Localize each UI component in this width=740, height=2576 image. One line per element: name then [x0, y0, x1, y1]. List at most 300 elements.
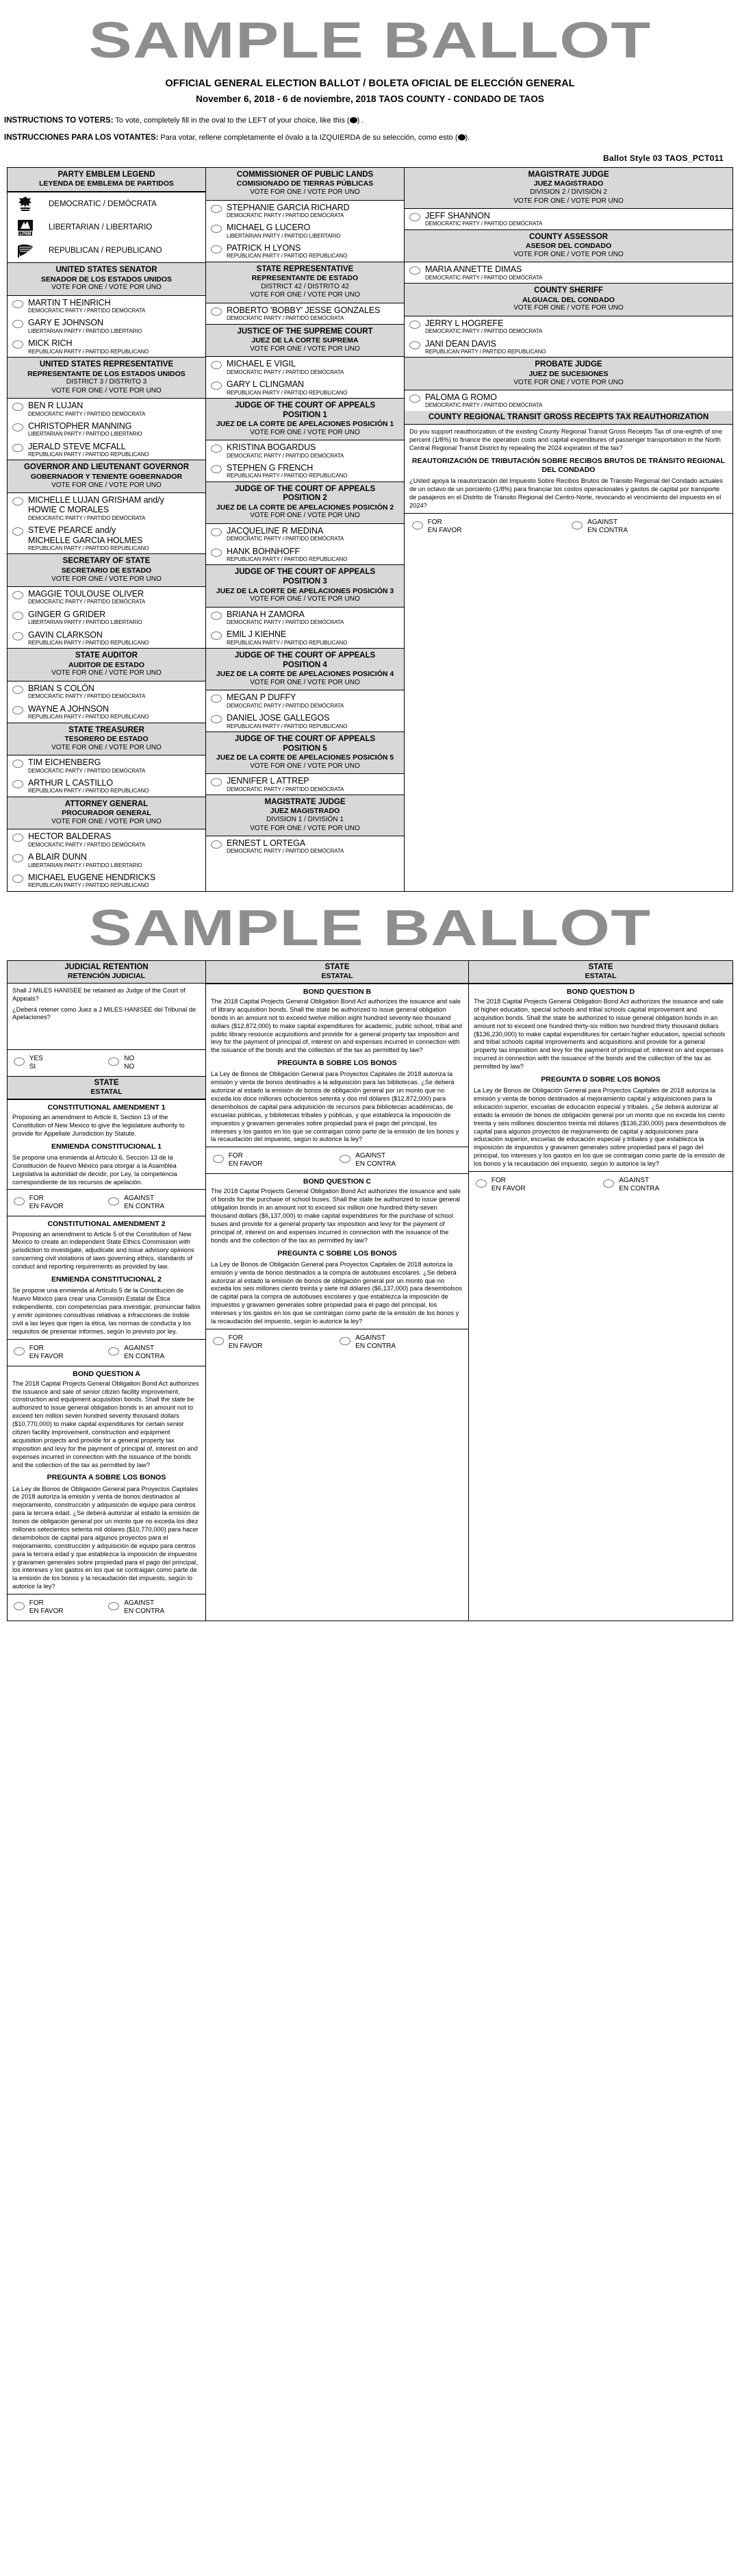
instructions-spanish-tail: ). — [465, 133, 470, 142]
measure-choices — [206, 1329, 468, 1355]
oval-icon[interactable] — [14, 1347, 25, 1355]
candidate-option[interactable] — [206, 221, 404, 241]
watermark-top — [0, 0, 740, 73]
contest-header — [206, 565, 404, 607]
candidate-option[interactable] — [206, 774, 404, 795]
oval-icon[interactable] — [409, 213, 420, 221]
judicial-retention-header — [8, 961, 205, 984]
candidate-party: REPUBLICAN PARTY / PARTIDO REPUBLICANO — [227, 556, 348, 563]
oval-icon[interactable] — [12, 320, 23, 328]
candidate-party: DEMOCRATIC PARTY / PARTIDO DEMÓCRATA — [425, 221, 543, 227]
judicial-retention-no-option[interactable] — [108, 1055, 199, 1071]
candidate-text — [28, 401, 203, 418]
candidate-option[interactable] — [8, 681, 205, 702]
county-measure-for-option[interactable] — [412, 518, 565, 535]
contest-vote-for: VOTE FOR ONE / VOTE POR UNO — [51, 669, 162, 677]
measure-against-option[interactable] — [108, 1195, 199, 1211]
oval-icon[interactable] — [213, 1337, 224, 1345]
candidate-text — [227, 838, 401, 855]
oval-icon[interactable] — [12, 340, 23, 349]
candidate-party: LIBERTARIAN PARTY / PARTIDO LIBERTARIO — [227, 232, 341, 239]
oval-icon[interactable] — [12, 760, 23, 768]
contest-vote-for: VOTE FOR ONE / VOTE POR UNO — [250, 512, 360, 520]
measure-for-option[interactable] — [476, 1177, 598, 1193]
candidate-option[interactable] — [8, 336, 205, 357]
candidate-option[interactable] — [206, 608, 404, 628]
contest-block — [206, 325, 404, 399]
contest-vote-for: VOTE FOR ONE / VOTE POR UNO — [51, 481, 162, 489]
oval-icon[interactable] — [211, 840, 222, 849]
candidate-option[interactable] — [8, 776, 205, 797]
candidate-option[interactable] — [8, 523, 205, 553]
oval-icon[interactable] — [211, 695, 222, 703]
candidate-option[interactable] — [206, 440, 404, 461]
oval-icon[interactable] — [12, 706, 23, 714]
oval-icon[interactable] — [211, 445, 222, 453]
contest-position: POSITION 2 — [283, 494, 327, 503]
oval-icon[interactable] — [603, 1179, 614, 1188]
candidate-name: JACQUELINE R MEDINA — [227, 525, 324, 536]
candidate-option[interactable] — [8, 829, 205, 850]
contest-vote-for: VOTE FOR ONE / VOTE POR UNO — [51, 575, 162, 583]
contest-header — [206, 325, 404, 358]
oval-icon[interactable] — [12, 875, 23, 883]
oval-icon[interactable] — [211, 382, 222, 390]
measure-text-es: Se propone una enmienda al Artículo 5 de la Constitución de Nuevo México para crear una Comisión Estatal de Ética independiente, con competencias para investigar, pronunciar fallos y emitir opiniones consultivas relativas a infracciones de índole civil a las leyes que rigen la ética, las normas de conducta y los requisitos de presentar informes, según lo previsto por ley. — [12, 1287, 201, 1335]
measure-against-option[interactable] — [603, 1177, 726, 1193]
contest-district: DISTRICT 3 / DISTRITO 3 — [66, 378, 147, 386]
measure-title-es: PREGUNTA C SOBRE LOS BONOS — [277, 1249, 397, 1258]
candidate-option[interactable] — [8, 608, 205, 628]
measure-against-label: AGAINST EN CONTRA — [355, 1152, 396, 1168]
candidate-text — [28, 442, 203, 459]
page-subtitle: November 6, 2018 - 6 de noviembre, 2018 TAOS COUNTY - CONDADO DE TAOS — [196, 94, 544, 104]
candidate-option[interactable] — [8, 755, 205, 776]
measure-block — [8, 1100, 205, 1216]
candidate-text — [425, 339, 730, 356]
candidate-option[interactable] — [206, 627, 404, 648]
legend-label-libertarian: LIBERTARIAN / LIBERTARIO — [49, 223, 153, 232]
measure-against-option[interactable] — [108, 1599, 199, 1616]
candidate-text — [28, 318, 203, 335]
measure-for-option[interactable] — [213, 1152, 335, 1168]
measure-text-en: The 2018 Capital Projects General Obligation Bond Act authorizes the issuance and sale of bonds for the purchase of school buses. Shall the state be authorized to issue general obligation bonds in an amount not to exceed six million one hundred thirty-seven thousand dollars ($6,137,000) to make capital expenditures for the purchase of school buses and provide for a general property tax imposition and levy for the payment of principal of, interest on and expenses incurred in connection with the issuance of the bonds and the collection of the tax as permitted by law? — [211, 1188, 461, 1244]
oval-icon[interactable] — [211, 245, 222, 253]
candidate-option[interactable] — [206, 836, 404, 857]
legend-row-republican — [8, 239, 205, 262]
oval-icon[interactable] — [12, 854, 23, 862]
county-measure-choices — [405, 513, 732, 540]
measure-for-option[interactable] — [213, 1334, 335, 1351]
oval-icon[interactable] — [108, 1058, 119, 1066]
measure-title: BOND QUESTION D — [566, 987, 635, 996]
measure-body — [8, 1216, 205, 1338]
candidate-party: DEMOCRATIC PARTY / PARTIDO DEMÓCRATA — [227, 452, 344, 459]
state-bar-middle-header — [206, 961, 468, 984]
state-measures-middle — [206, 984, 468, 1355]
measure-for-label: FOR EN FAVOR — [29, 1599, 64, 1616]
oval-icon[interactable] — [340, 1155, 350, 1163]
contest-title-es: COMISIONADO DE TIERRAS PÚBLICAS — [236, 179, 374, 188]
oval-icon[interactable] — [108, 1602, 119, 1610]
measure-text-en: The 2018 Capital Projects General Obligation Bond Act authorizes the issuance and sale of library acquisition bonds. Shall the state be authorized to issue general obligation bonds in an amount not to exceed twelve million eight hundred seventy-two thousand dollars ($12,872,000) to make capital expenditures for academic, public school, tribal and public library resource acquisitions and provide for a general property tax imposition and levy for the payment of principal of, interest on and expenses incurred in connection with the issuance of the bonds and the collection of the tax as permitted by law? — [211, 997, 462, 1054]
contest-title: JUDGE OF THE COURT OF APPEALS — [234, 401, 376, 410]
contest-position: POSITION 1 — [283, 410, 327, 419]
candidate-name: MICHAEL G LUCERO — [227, 223, 311, 233]
oval-icon[interactable] — [409, 341, 420, 349]
contest-title-es: TESORERO DE ESTADO — [64, 735, 149, 744]
candidate-option[interactable] — [8, 440, 205, 460]
legend-label-republican: REPUBLICAN / REPUBLICANO — [49, 247, 162, 255]
measure-for-label: FOR EN FAVOR — [228, 1152, 263, 1168]
candidate-party: DEMOCRATIC PARTY / PARTIDO DEMÓCRATA — [28, 693, 146, 700]
candidate-party: DEMOCRATIC PARTY / PARTIDO DEMÓCRATA — [425, 274, 543, 281]
oval-icon[interactable] — [12, 780, 23, 788]
contest-vote-for: VOTE FOR ONE / VOTE POR UNO — [250, 678, 360, 686]
candidate-name: JANI DEAN DAVIS — [425, 338, 496, 349]
oval-icon[interactable] — [213, 1155, 224, 1163]
candidate-name: STEPHEN G FRENCH — [227, 462, 314, 473]
contest-vote-for: VOTE FOR ONE / VOTE POR UNO — [513, 250, 624, 258]
measure-text-es: Se propone una enmienda al Artículo 6, Sección 13 de la Constitución de Nuevo México para otorgar a la Asamblea Legislativa la autoridad de decidir, por Ley, la competencia correspondiente de los recursos de apelación. — [12, 1153, 177, 1186]
oval-icon[interactable] — [211, 778, 222, 786]
state-bar-right — [469, 961, 732, 984]
candidate-party: LIBERTARIAN PARTY / PARTIDO LIBERTARIO — [28, 862, 142, 868]
oval-icon[interactable] — [12, 632, 23, 640]
candidate-option[interactable] — [8, 850, 205, 871]
judicial-retention-block — [8, 961, 205, 1077]
measure-block — [206, 1174, 468, 1355]
contest-title: JUDGE OF THE COURT OF APPEALS — [234, 484, 376, 493]
candidate-text — [28, 704, 203, 721]
ballot-grid-top — [7, 167, 733, 892]
judicial-retention-yes-option[interactable] — [14, 1055, 105, 1071]
candidate-party: REPUBLICAN PARTY / PARTIDO REPUBLICANO — [227, 723, 348, 729]
candidate-option[interactable] — [405, 262, 732, 283]
candidate-option[interactable] — [206, 690, 404, 711]
oval-icon[interactable] — [211, 225, 222, 233]
candidate-party: LIBERTARIAN PARTY / PARTIDO LIBERTARIO — [28, 619, 142, 626]
candidate-party: REPUBLICAN PARTY / PARTIDO REPUBLICANO — [227, 639, 348, 646]
candidate-option[interactable] — [8, 419, 205, 440]
contest-title-es: JUEZ MAGISTRADO — [270, 807, 340, 816]
candidate-option[interactable] — [206, 303, 404, 324]
measure-body — [469, 984, 732, 1171]
oval-icon[interactable] — [211, 308, 222, 316]
candidate-option[interactable] — [405, 337, 732, 358]
instructions-english-tail: ) . — [357, 116, 364, 125]
measure-against-label: AGAINST EN CONTRA — [124, 1344, 165, 1360]
candidate-name: STEVE PEARCE and/y — [28, 525, 116, 536]
contest-title: MAGISTRATE JUDGE — [264, 797, 346, 806]
candidate-party: DEMOCRATIC PARTY / PARTIDO DEMÓCRATA — [28, 767, 146, 774]
state-bar-middle — [206, 961, 468, 984]
candidate-text — [227, 463, 401, 480]
candidate-name: A BLAIR DUNN — [28, 852, 87, 862]
candidate-name: DANIEL JOSE GALLEGOS — [227, 713, 330, 723]
ballot-column-right — [405, 168, 732, 891]
candidate-option[interactable] — [206, 545, 404, 565]
candidate-option[interactable] — [405, 209, 732, 229]
candidate-name: GINGER G GRIDER — [28, 609, 106, 619]
measure-text-es: La Ley de Bonos de Obligación General para Proyectos Capitales de 2018 autoriza la emisión y venta de bonos destinados a la compra de autobuses escolares. ¿Se deberá autorizar al estado la emisión de bonos de obligación general por un monto que no exceda los seis millones ciento treinta y siete mil dólares ($6,137,000) para desembolsos de capital para la compra de autobuses escolares y que establezca la imposición de impuestos y gravamen generales sobre propiedad para el pago del principal, los intereses y los gastos en los que se contraigan como parte de la emisión de los bonos y la recaudación del impuesto, según lo autorice la ley? — [211, 1260, 462, 1325]
candidate-party: DEMOCRATIC PARTY / PARTIDO DEMÓCRATA — [28, 410, 146, 417]
oval-icon[interactable] — [108, 1347, 119, 1355]
candidate-option[interactable] — [8, 296, 205, 316]
measure-block — [8, 1216, 205, 1366]
oval-icon[interactable] — [412, 521, 423, 529]
candidate-text — [227, 610, 401, 627]
contest-position-es: JUEZ DE LA CORTE DE APELACIONES POSICIÓN 3 — [216, 586, 394, 595]
candidate-option[interactable] — [8, 587, 205, 608]
contest-body — [206, 774, 404, 795]
contests-middle — [206, 168, 404, 857]
candidate-option[interactable] — [206, 201, 404, 221]
contest-block — [8, 797, 205, 891]
contest-vote-for: VOTE FOR ONE / VOTE POR UNO — [250, 762, 360, 770]
oval-icon[interactable] — [12, 444, 23, 452]
contest-title-es: JUEZ MAGISTRADO — [533, 179, 604, 188]
candidate-party: REPUBLICAN PARTY / PARTIDO REPUBLICANO — [28, 348, 149, 355]
contest-block — [405, 230, 732, 284]
candidate-text — [227, 203, 401, 220]
measure-title: BOND QUESTION C — [303, 1177, 372, 1186]
lpnm-icon — [14, 218, 36, 237]
oval-icon[interactable] — [409, 266, 420, 275]
contest-header — [206, 649, 404, 690]
candidate-option[interactable] — [8, 871, 205, 891]
oval-icon[interactable] — [211, 465, 222, 473]
candidate-name: MARTIN T HEINRICH — [28, 297, 111, 308]
measure-text-es: La Ley de Bonos de Obligación General para Proyectos Capitales de 2018 autoriza la emisión y venta de bonos destinados a la adquisición para las bibliotecas. ¿Se deberá autorizar al estado la emisión de bonos de obligación general por un monto que no exceda los doce millones ochocientos setenta y dos mil dólares ($12,872,000) para desembolsos de capital para adquisición de recursos para bibliotecas académicas, de escuelas públicas, y bibliotecas tribales y públicas, y que establezca la imposición de impuestos y gravamen generales sobre propiedad para el pago del principal, los intereses y los gastos en los que se contraigan como parte de la emisión de los bonos y la recaudación del impuesto, según lo autorice la ley? — [211, 1071, 459, 1143]
candidate-party: REPUBLICAN PARTY / PARTIDO REPUBLICANO — [28, 451, 149, 458]
contest-vote-for: VOTE FOR ONE / VOTE POR UNO — [513, 304, 624, 312]
county-measure-title: COUNTY REGIONAL TRANSIT GROSS RECEIPTS TAX REAUTHORIZATION — [428, 412, 709, 421]
candidate-text — [227, 223, 401, 240]
oval-icon[interactable] — [12, 591, 23, 599]
measure-for-option[interactable] — [14, 1599, 105, 1616]
contest-block — [206, 732, 404, 795]
contest-title-es: REPRESENTANTE DE LOS ESTADOS UNIDOS — [27, 369, 186, 378]
contest-body — [8, 296, 205, 357]
candidate-option[interactable] — [8, 399, 205, 419]
contest-block — [206, 262, 404, 325]
candidate-text — [227, 526, 401, 543]
oval-icon[interactable] — [572, 521, 583, 529]
candidate-text — [28, 758, 203, 775]
instructions-english-label: INSTRUCTIONS TO VOTERS: — [4, 116, 114, 125]
contest-body — [8, 681, 205, 723]
measure-for-option[interactable] — [14, 1195, 105, 1211]
contest-position-es: JUEZ DE LA CORTE DE APELACIONES POSICIÓN 4 — [216, 670, 394, 679]
page-title: OFFICIAL GENERAL ELECTION BALLOT / BOLETA OFICIAL DE ELECCIÓN GENERAL — [165, 78, 575, 89]
candidate-name: JEFF SHANNON — [425, 211, 490, 221]
judicial-retention-text-es: ¿Deberá retener como Juez a J MILES HANISEE del Tribunal de Apelaciones? — [12, 1005, 196, 1021]
candidate-party: DEMOCRATIC PARTY / PARTIDO DEMÓCRATA — [227, 619, 344, 626]
candidate-text — [28, 630, 203, 647]
contest-title-es: ASESOR DEL CONDADO — [525, 242, 612, 251]
judicial-retention-yes-label: YES SI — [29, 1054, 43, 1071]
contest-vote-for: VOTE FOR ONE / VOTE POR UNO — [250, 824, 360, 832]
county-measure-against-option[interactable] — [572, 518, 725, 535]
instructions-spanish-text: Para votar, rellene completamente el óvalo a la IZQUIERDA de su selección, como esto ( — [160, 133, 458, 142]
candidate-party: DEMOCRATIC PARTY / PARTIDO DEMÓCRATA — [227, 786, 344, 792]
candidate-name: BEN R LUJAN — [28, 401, 84, 411]
candidate-text — [28, 421, 203, 438]
contest-block — [206, 399, 404, 482]
oval-icon[interactable] — [211, 549, 222, 557]
legend-header — [8, 168, 205, 192]
contest-body — [8, 587, 205, 648]
judicial-retention-title: JUDICIAL RETENTION — [64, 962, 149, 971]
oval-icon[interactable] — [211, 715, 222, 723]
judicial-retention-text-en: Shall J MILES HANISEE be retained as Judge of the Court of Appeals? — [12, 986, 186, 1002]
candidate-text — [227, 776, 401, 793]
candidate-name: STEPHANIE GARCIA RICHARD — [227, 202, 350, 212]
state-bar-title-es: ESTATAL — [90, 1088, 123, 1097]
contest-header — [206, 795, 404, 836]
oval-icon[interactable] — [211, 205, 222, 213]
contest-title: JUDGE OF THE COURT OF APPEALS — [234, 734, 376, 743]
contest-header — [8, 797, 205, 830]
candidate-party: DEMOCRATIC PARTY / PARTIDO DEMÓCRATA — [227, 368, 344, 375]
candidate-text — [227, 243, 401, 260]
candidate-text — [28, 852, 203, 869]
candidate-party: DEMOCRATIC PARTY / PARTIDO DEMÓCRATA — [425, 402, 543, 409]
candidate-name: JERRY L HOGREFE — [425, 318, 504, 328]
contest-title: UNITED STATES REPRESENTATIVE — [39, 360, 174, 368]
candidate-text — [227, 359, 401, 376]
contest-header — [8, 263, 205, 296]
contest-block — [405, 284, 732, 358]
candidate-option[interactable] — [405, 316, 732, 337]
contest-header — [206, 399, 404, 440]
candidate-text — [28, 610, 203, 627]
contest-title: GOVERNOR AND LIEUTENANT GOVERNOR — [23, 463, 190, 472]
candidate-party: DEMOCRATIC PARTY / PARTIDO DEMÓCRATA — [227, 315, 344, 322]
contest-title: JUSTICE OF THE SUPREME COURT — [237, 327, 373, 336]
measure-against-option[interactable] — [108, 1345, 199, 1361]
measure-against-option[interactable] — [340, 1152, 461, 1168]
oval-icon[interactable] — [340, 1337, 350, 1345]
contest-position: POSITION 5 — [283, 744, 327, 753]
measure-against-option[interactable] — [340, 1334, 461, 1351]
candidate-option[interactable] — [206, 461, 404, 482]
contest-body — [206, 690, 404, 731]
candidate-option[interactable] — [8, 316, 205, 336]
candidate-option[interactable] — [8, 493, 205, 523]
contest-title-es: SENADOR DE LOS ESTADOS UNIDOS — [40, 275, 173, 284]
candidate-option[interactable] — [206, 241, 404, 262]
contest-title: ATTORNEY GENERAL — [64, 799, 149, 808]
contest-header — [8, 649, 205, 681]
oval-icon[interactable] — [12, 612, 23, 620]
oval-icon[interactable] — [12, 423, 23, 432]
legend-body — [8, 192, 205, 262]
oval-icon[interactable] — [12, 497, 23, 505]
oval-icon[interactable] — [211, 632, 222, 640]
oval-icon[interactable] — [14, 1197, 25, 1205]
oval-icon[interactable] — [12, 527, 23, 536]
candidate-name: MICHELLE LUJAN GRISHAM and/y — [28, 495, 164, 505]
measure-block — [206, 984, 468, 1175]
candidate-text — [227, 305, 401, 323]
candidate-text — [227, 547, 401, 564]
county-measure-against-label: AGAINST EN CONTRA — [587, 518, 628, 534]
oval-icon[interactable] — [409, 395, 420, 403]
contest-vote-for: VOTE FOR ONE / VOTE POR UNO — [250, 345, 360, 353]
oval-icon[interactable] — [211, 361, 222, 369]
oval-icon[interactable] — [12, 834, 23, 842]
candidate-party: REPUBLICAN PARTY / PARTIDO REPUBLICANO — [28, 545, 149, 551]
candidate-option[interactable] — [405, 390, 732, 411]
measures-column-middle — [206, 961, 469, 1621]
judicial-retention-no-label: NO NO — [124, 1054, 135, 1071]
candidate-option[interactable] — [206, 524, 404, 545]
oval-icon[interactable] — [409, 321, 420, 329]
oval-icon[interactable] — [12, 686, 23, 694]
candidate-party: REPUBLICAN PARTY / PARTIDO REPUBLICANO — [227, 253, 348, 260]
oval-icon[interactable] — [12, 403, 23, 411]
oval-icon[interactable] — [476, 1179, 487, 1188]
measure-title-es: ENMIENDA CONSTITUCIONAL 2 — [51, 1275, 162, 1284]
contest-district: DIVISION 2 / DIVISIÓN 2 — [530, 188, 607, 197]
oval-icon[interactable] — [211, 528, 222, 536]
measure-body — [8, 1366, 205, 1595]
county-measure-header — [405, 411, 732, 425]
candidate-option[interactable] — [8, 702, 205, 723]
contest-body — [8, 755, 205, 797]
contest-body — [206, 357, 404, 398]
oval-icon[interactable] — [12, 300, 23, 308]
contest-body — [405, 209, 732, 229]
candidate-party: REPUBLICAN PARTY / PARTIDO REPUBLICANO — [28, 639, 149, 646]
measure-title-es: PREGUNTA D SOBRE LOS BONOS — [541, 1075, 661, 1084]
filled-oval-icon-2 — [458, 134, 465, 140]
candidate-name: TIM EICHENBERG — [28, 758, 101, 768]
oval-icon[interactable] — [14, 1058, 25, 1066]
contest-title-es: GOBERNADOR Y TENIENTE GOBERNADOR — [30, 473, 183, 481]
state-bar-title-es: ESTATAL — [321, 972, 353, 981]
candidate-text — [28, 684, 203, 701]
measure-title: BOND QUESTION A — [73, 1369, 140, 1378]
measure-against-label: AGAINST EN CONTRA — [355, 1334, 396, 1350]
oval-icon[interactable] — [108, 1197, 119, 1205]
contest-title: PROBATE JUDGE — [535, 360, 602, 369]
ballot-style: Ballot Style 03 TAOS_PCT011 — [603, 153, 724, 163]
oval-icon[interactable] — [211, 612, 222, 620]
measure-choices — [8, 1594, 205, 1621]
candidate-option[interactable] — [206, 377, 404, 398]
candidate-option[interactable] — [206, 357, 404, 377]
candidate-option[interactable] — [206, 711, 404, 731]
measure-text-en: Proposing an amendment to Article 5 of the Constitution of New Mexico to create an independent State Ethics Commission with jurisdiction to investigate, adjudicate and issue advisory opinions concerning civil violations of laws governing ethics, standards of conduct and reporting requirements as provided by law. — [12, 1230, 194, 1271]
candidate-text — [425, 392, 730, 410]
measures-column-left — [8, 961, 206, 1621]
contests-right — [405, 168, 732, 411]
contest-block — [8, 460, 205, 554]
measure-for-label: FOR EN FAVOR — [228, 1334, 263, 1350]
contest-body — [8, 399, 205, 460]
measure-for-option[interactable] — [14, 1345, 105, 1361]
contest-position: POSITION 3 — [283, 577, 327, 586]
watermark-text-bottom: SAMPLE BALLOT — [88, 899, 652, 956]
contest-block — [8, 554, 205, 649]
oval-icon[interactable] — [14, 1602, 25, 1610]
candidate-option[interactable] — [8, 628, 205, 649]
contest-block — [206, 168, 404, 262]
measure-choices — [8, 1189, 205, 1216]
